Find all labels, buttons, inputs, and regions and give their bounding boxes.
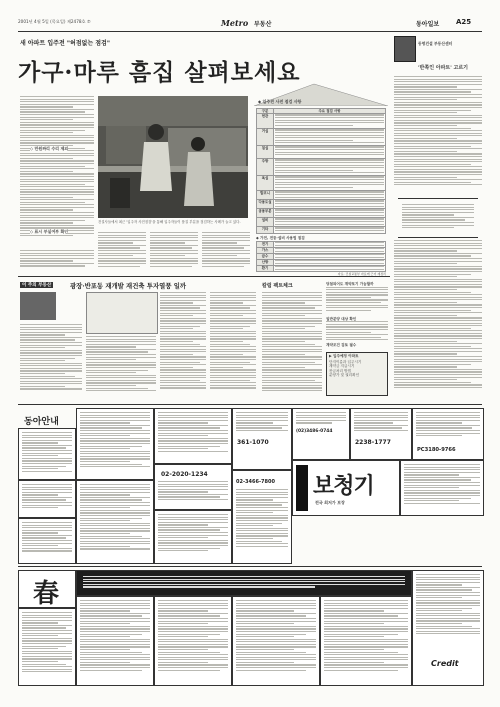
promo-ad (292, 460, 400, 516)
sidebar-list (326, 282, 388, 348)
row-content (274, 146, 386, 159)
row-label: 욕실 (257, 176, 274, 191)
row-label: 환기 (257, 266, 274, 272)
promo-badge: 보청기 (313, 474, 374, 499)
promo-side-label (296, 465, 308, 511)
ad-cell (232, 408, 292, 470)
column-header: 동명건설 부동산센터 (418, 41, 453, 46)
table-row (257, 254, 386, 260)
promo-text: 전국 최저가 보장 (315, 500, 345, 505)
table-row (257, 260, 386, 266)
sidebar-body (262, 292, 322, 400)
page-number: A25 (456, 18, 472, 26)
ad-cell (154, 464, 232, 510)
row-content (274, 114, 386, 129)
section-divider-1 (18, 276, 390, 277)
row-label: 설비 (257, 218, 274, 227)
ad-cell (232, 470, 292, 564)
info-box (326, 352, 388, 396)
ad-phone: 2238-1777 (355, 439, 391, 446)
subhead-1: ◇ 만원짜리 수리 제외 (30, 146, 69, 151)
article-headline: 가구·마루 흠집 살펴보세요 (18, 59, 301, 86)
sidebar-item: 계약조건 검토 필수 (326, 343, 357, 348)
checklist-head-content: 주요 점검 사항 (274, 109, 386, 114)
row-label: 급수 (257, 254, 274, 260)
table-row (257, 227, 386, 234)
ad-cell (292, 408, 350, 460)
ad-cell (232, 596, 320, 686)
info-line: 계약금 지급시기 (329, 364, 355, 369)
column-title: '반쪽인 아파트' 고르기 (418, 65, 469, 71)
column-body-2 (394, 240, 482, 400)
checklist-head-label: 구분 (257, 109, 274, 114)
article-body-col3 (150, 232, 198, 272)
row-label: 가스 (257, 248, 274, 254)
ad-cell (154, 596, 232, 686)
row-content (274, 209, 386, 218)
subhead-2: ◇ 표시 부실여부 확인 (30, 229, 69, 234)
masthead-brand (221, 18, 271, 28)
feature2-headline: 광장·반포동 재개발 재건축 투자열풍 일까 (70, 282, 187, 290)
table-row (257, 209, 386, 218)
ad-cell (18, 518, 76, 564)
brand-logo: Metro (221, 18, 249, 28)
table-row (257, 146, 386, 159)
row-label: 발코니 (257, 191, 274, 200)
info-line: 잔금처리 방법 (329, 368, 351, 373)
row-label: 전기 (257, 242, 274, 248)
article-kicker: 새 아파트 입주전 "허점없는 점검" (20, 40, 110, 47)
article-body-col4 (202, 232, 250, 272)
row-content (274, 227, 386, 234)
table-row (257, 129, 386, 146)
article-body-col1b (20, 250, 94, 270)
ad-cell (412, 408, 484, 460)
ad-cell (400, 460, 484, 516)
row-label: 거실 (257, 129, 274, 146)
feature2-col4 (210, 292, 256, 396)
classifieds-title: 동아안내 (24, 417, 59, 427)
row-content (274, 200, 386, 209)
table-row (257, 242, 386, 248)
brand-right-logo: Credit (431, 659, 459, 668)
kitchen-photo-illustration (98, 96, 248, 218)
feature2-label: 이 주의 부동산 (22, 283, 52, 288)
sidebar-item: 일반분양 대상 확인 (326, 316, 357, 321)
ad-cell (18, 428, 76, 480)
ad-call-line: PC3180-9766 (417, 447, 456, 453)
feature2-col3 (160, 292, 206, 396)
classifieds-top-rule (18, 404, 482, 405)
checklist-source: 자료: 건설교통부 자료에 근거 재정리 (337, 272, 386, 276)
row-content (274, 266, 386, 272)
ad-cell-brand (412, 570, 484, 686)
classifieds-mid-rule (18, 566, 482, 567)
paper-name: 동아일보 (416, 21, 440, 28)
article-body-col1 (20, 96, 94, 246)
info-line: 단지이름과 입주시기 (329, 359, 362, 364)
feature2-col1 (20, 324, 82, 396)
row-content (274, 254, 386, 260)
ad-cell (76, 480, 154, 564)
ad-phone: 361-1070 (237, 439, 269, 446)
ad-cell (76, 596, 154, 686)
feature2-chart (86, 292, 158, 334)
checklist-table-wrap (256, 108, 386, 277)
logo-left: 春 (33, 579, 60, 608)
article-body-col2 (98, 232, 146, 272)
table-row (257, 159, 386, 176)
checklist-box (254, 86, 388, 276)
row-label: 난방 (257, 260, 274, 266)
column-callout (398, 198, 478, 238)
date-line: 2001년 4월 5일 (목요일) 제2478호 ⑦ (18, 19, 91, 24)
row-content (274, 242, 386, 248)
sidebar-item: 당첨되어도 계약포기 가능할까 (326, 282, 374, 286)
feature2-col2 (86, 336, 156, 396)
table-row (257, 200, 386, 209)
table-row (257, 191, 386, 200)
ad-phone: 02-3466-7800 (236, 479, 275, 485)
table-row (257, 218, 386, 227)
table-row (257, 248, 386, 254)
checklist-table2 (256, 241, 386, 272)
checklist-table (256, 108, 386, 234)
row-content (274, 176, 386, 191)
feature2-photo (20, 292, 56, 320)
masthead-rule (18, 31, 482, 32)
sidebar-heading: 칼럼 팩트체크 (262, 283, 293, 289)
ad-cell (76, 408, 154, 480)
row-label: 기타 (257, 227, 274, 234)
ad-phone: (02)3486-0744 (296, 429, 333, 434)
row-content (274, 191, 386, 200)
row-content (274, 218, 386, 227)
row-content (274, 159, 386, 176)
info-line: 분양가 및 권리확인 (329, 373, 360, 378)
row-content (274, 129, 386, 146)
photo-caption: 건설사들에서 최근 '입주자 사전점검'을 통해 입주자들이 품질 부분을 점검하는 사례가 늘고 있다. (98, 220, 241, 224)
ad-cell (18, 608, 76, 686)
checklist-table2-title: ◆ 가전, 전등·설비 사용법 점검 (256, 236, 305, 241)
article-photo (98, 96, 248, 218)
row-label: 주방 (257, 159, 274, 176)
info-box-title: ▶ 입주예정 아파트 (329, 354, 359, 358)
ad-cell-logo (18, 570, 76, 608)
column-author-photo (394, 36, 416, 62)
row-label: 다용도실 (257, 200, 274, 209)
row-label: 현관 (257, 114, 274, 129)
table-row (257, 114, 386, 129)
ad-phone: 02-2020-1234 (161, 471, 208, 478)
ad-cell (320, 596, 412, 686)
row-content (274, 260, 386, 266)
ad-cell (18, 480, 76, 518)
section-name: 부동산 (254, 21, 272, 28)
column-body (394, 76, 482, 196)
ad-cell (154, 408, 232, 464)
row-content (274, 248, 386, 254)
row-label: 침실 (257, 146, 274, 159)
table-row (257, 266, 386, 272)
checklist-title: ◆ 입주전 사전 점검 사항 (258, 99, 302, 104)
ad-cell (154, 510, 232, 564)
row-label: 공용부분 (257, 209, 274, 218)
ad-banner (76, 570, 412, 596)
ad-cell (350, 408, 412, 460)
table-row (257, 176, 386, 191)
